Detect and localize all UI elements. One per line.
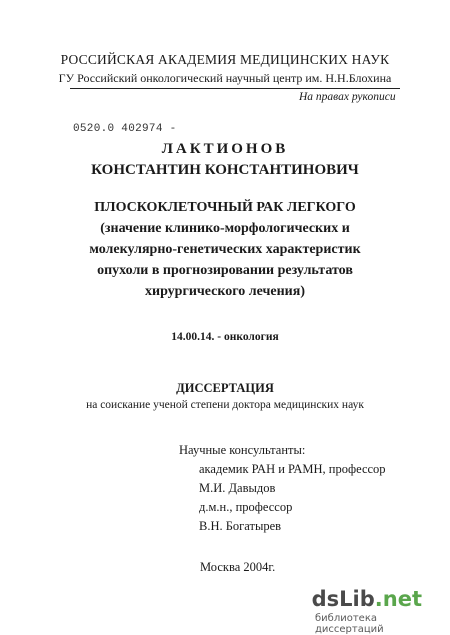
title-line: (значение клинико-морфологических и bbox=[100, 221, 350, 236]
header-divider bbox=[70, 88, 400, 89]
watermark-subtitle: библиотека диссертаций bbox=[315, 613, 384, 635]
rights-note: На правах рукописи bbox=[299, 91, 396, 103]
author-surname: ЛАКТИОНОВ bbox=[161, 141, 289, 157]
institution-name: ГУ Российский онкологический научный центр им. Н.Н.Блохина bbox=[58, 71, 392, 85]
dissertation-type: ДИССЕРТАЦИЯ bbox=[176, 381, 274, 395]
organization-name: РОССИЙСКАЯ АКАДЕМИЯ МЕДИЦИНСКИХ НАУК bbox=[60, 52, 390, 67]
degree-description: на соискание ученой степени доктора медицинских наук bbox=[86, 399, 364, 411]
consultant-line: М.И. Давыдов bbox=[199, 481, 276, 495]
specialty-code: 14.00.14. - онкология bbox=[171, 331, 279, 343]
watermark-logo bbox=[312, 587, 422, 611]
title-line: молекулярно-генетических характеристик bbox=[89, 242, 361, 257]
consultant-line: академик РАН и РАМН, профессор bbox=[199, 462, 386, 476]
library-stamp-code: 0520.0 402974 - bbox=[73, 123, 177, 135]
watermark[interactable] bbox=[311, 585, 450, 635]
consultant-line: д.м.н., профессор bbox=[199, 500, 293, 514]
consultants-heading: Научные консультанты: bbox=[179, 443, 306, 457]
consultant-line: В.Н. Богатырев bbox=[199, 519, 282, 533]
title-line: опухоли в прогнозировании результатов bbox=[97, 263, 353, 278]
watermark-logo-right: .net bbox=[374, 587, 422, 611]
title-line: хирургического лечения) bbox=[145, 284, 305, 299]
watermark-logo-left: dsLib bbox=[311, 587, 375, 611]
title-line: ПЛОСКОКЛЕТОЧНЫЙ РАК ЛЕГКОГО bbox=[94, 200, 356, 215]
place-and-year: Москва 2004г. bbox=[200, 560, 276, 574]
author-given-names: КОНСТАНТИН КОНСТАНТИНОВИЧ bbox=[91, 162, 359, 178]
